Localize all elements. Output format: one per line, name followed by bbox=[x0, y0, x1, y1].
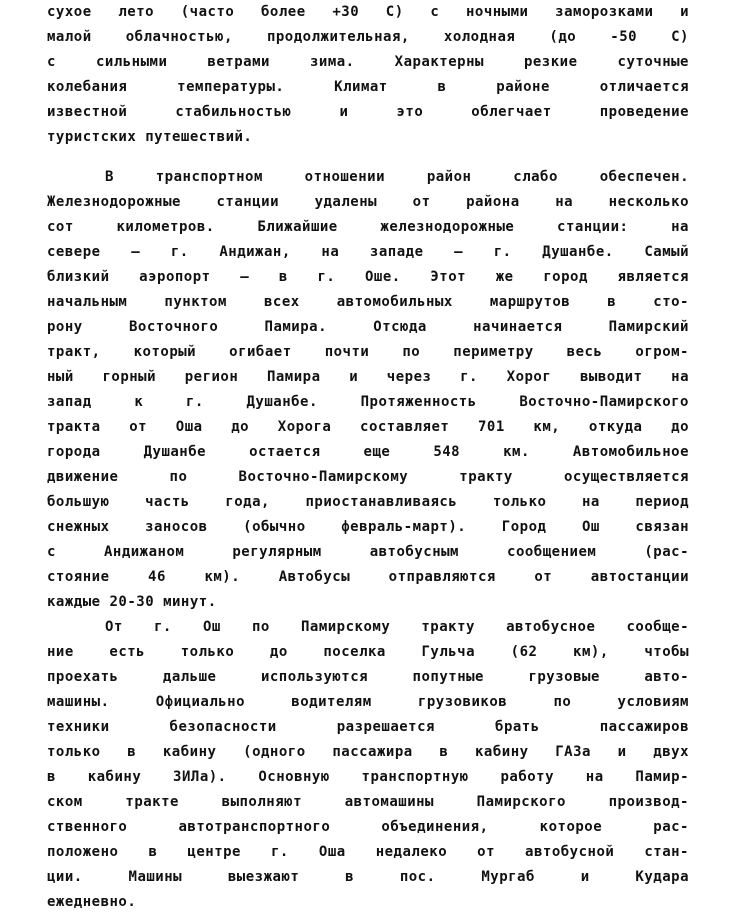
text-line: техники безопасности разрешается брать пассажиров bbox=[47, 719, 689, 735]
text-line: ции. Машины выезжают в пос. Мургаб и Кудара bbox=[47, 869, 689, 885]
text-line: тракта от Оша до Хорога составляет 701 км, откуда до bbox=[47, 419, 689, 435]
text-line: каждые 20-30 минут. bbox=[47, 594, 217, 610]
text-line: туристских путешествий. bbox=[47, 129, 253, 145]
text-line: начальным пунктом всех автомобильных маршрутов в сто- bbox=[47, 294, 689, 310]
text-line: проехать дальше используются попутные грузовые авто- bbox=[47, 669, 689, 685]
text-line: города Душанбе остается еще 548 км. Автомобильное bbox=[47, 444, 689, 460]
text-line: Железнодорожные станции удалены от района на несколько bbox=[47, 194, 689, 210]
text-line: сот километров. Ближайшие железнодорожные станции: на bbox=[47, 219, 689, 235]
text-line: стояние 46 км). Автобусы отправляются от автостанции bbox=[47, 569, 689, 585]
text-line: сухое лето (часто более +30 С) с ночными заморозками и bbox=[47, 4, 689, 20]
text-line: запад к г. Душанбе. Протяженность Восточно-Памирского bbox=[47, 394, 689, 410]
text-line: ный горный регион Памира и через г. Хорог выводит на bbox=[47, 369, 689, 385]
text-line: колебания температуры. Климат в районе отличается bbox=[47, 79, 689, 95]
text-line: ском тракте выполняют автомашины Памирского производ- bbox=[47, 794, 689, 810]
text-line: большую часть года, приостанавливаясь только на период bbox=[47, 494, 689, 510]
text-line: снежных заносов (обычно февраль-март). Город Ош связан bbox=[47, 519, 689, 535]
text-line: только в кабину (одного пассажира в кабину ГАЗа и двух bbox=[47, 744, 689, 760]
text-line: в кабину ЗИЛа). Основную транспортную работу на Памир- bbox=[47, 769, 689, 785]
text-line: известной стабильностью и это облегчает проведение bbox=[47, 104, 689, 120]
text-line: близкий аэропорт – в г. Оше. Этот же город является bbox=[47, 269, 689, 285]
text-line: с Андижаном регулярным автобусным сообщением (рас- bbox=[47, 544, 689, 560]
text-line: с сильными ветрами зима. Характерны резкие суточные bbox=[47, 54, 689, 70]
paragraph-start-line: В транспортном отношении район слабо обеспечен. bbox=[105, 169, 689, 185]
paragraph-start-line: От г. Ош по Памирскому тракту автобусное сообще- bbox=[105, 619, 689, 635]
text-line: севере – г. Андижан, на западе – г. Душанбе. Самый bbox=[47, 244, 689, 260]
text-line: положено в центре г. Оша недалеко от автобусной стан- bbox=[47, 844, 689, 860]
text-line: движение по Восточно-Памирскому тракту осуществляется bbox=[47, 469, 689, 485]
text-line: тракт, который огибает почти по периметру весь огром- bbox=[47, 344, 689, 360]
text-line: машины. Официально водителям грузовиков по условиям bbox=[47, 694, 689, 710]
text-line: ежедневно. bbox=[47, 894, 137, 910]
text-line: ственного автотранспортного объединения, которое рас- bbox=[47, 819, 689, 835]
text-line: малой облачностью, продолжительная, холодная (до -50 С) bbox=[47, 29, 689, 45]
text-line: ние есть только до поселка Гульча (62 км), чтобы bbox=[47, 644, 689, 660]
text-line: рону Восточного Памира. Отсюда начинается Памирский bbox=[47, 319, 689, 335]
